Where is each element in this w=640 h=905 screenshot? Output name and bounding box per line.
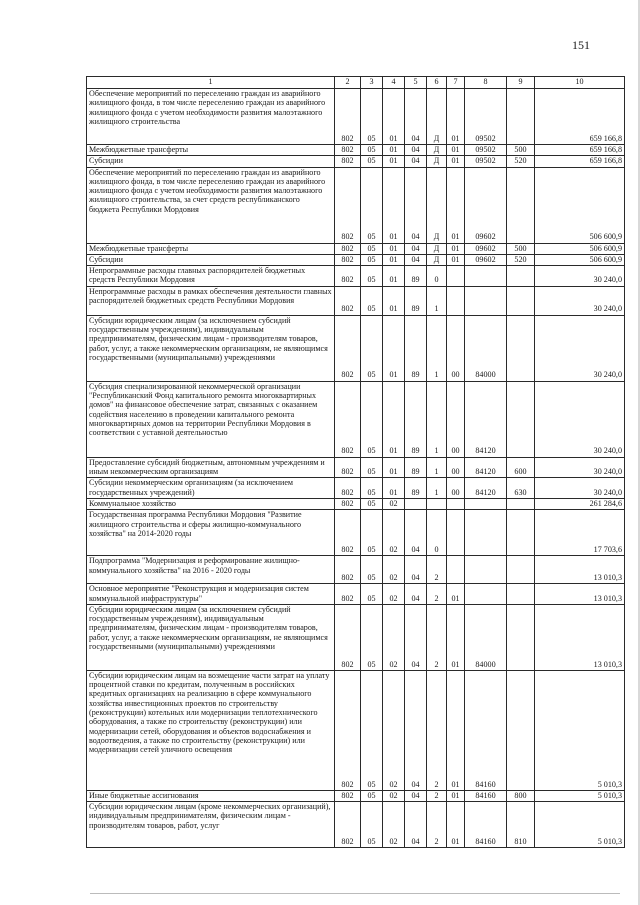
amount-cell: 30 240,0 [535,381,625,457]
amount-cell: 659 166,8 [535,89,625,145]
subsection-cell: 02 [383,802,405,848]
subsection-cell: 01 [383,286,405,315]
subsection-cell: 01 [383,254,405,265]
subsection-cell: 02 [383,670,405,790]
direction-cell [465,556,507,584]
event-cell: 00 [447,315,465,381]
direction-cell: 84000 [465,604,507,670]
table-row [87,556,625,584]
table-row [87,604,625,670]
row-name-cell: Субсидии [87,254,335,265]
amount-cell: 506 600,9 [535,254,625,265]
subprogram-cell: 1 [427,315,447,381]
admin-code-cell: 802 [335,604,361,670]
event-cell: 01 [447,254,465,265]
table-row [87,286,625,315]
table-row [87,254,625,265]
subsection-cell: 02 [383,556,405,584]
event-cell: 01 [447,790,465,801]
expense-type-cell [507,670,535,790]
program-cell: 04 [405,89,427,145]
amount-cell: 30 240,0 [535,266,625,287]
direction-cell [465,266,507,287]
amount-cell: 13 010,3 [535,604,625,670]
amount-cell: 5 010,3 [535,802,625,848]
section-cell: 05 [361,266,383,287]
section-cell: 05 [361,478,383,499]
program-cell: 04 [405,145,427,156]
row-name-cell: Обеспечение мероприятий по переселению граждан из аварийного жилищного фонда, в том числе переселению граждан из аварийного жилищного фонда с учетом необходимости развития малоэтажного жилищного строительства [87,89,335,145]
amount-cell: 261 284,6 [535,498,625,509]
subprogram-cell: 1 [427,457,447,478]
table-row [87,510,625,556]
subsection-cell: 01 [383,381,405,457]
admin-code-cell: 802 [335,89,361,145]
direction-cell: 09502 [465,156,507,167]
expense-type-cell: 600 [507,457,535,478]
direction-cell: 84160 [465,802,507,848]
section-cell: 05 [361,670,383,790]
section-cell: 05 [361,457,383,478]
subprogram-cell: 2 [427,790,447,801]
table-row [87,156,625,167]
section-cell: 05 [361,556,383,584]
admin-code-cell: 802 [335,670,361,790]
subprogram-cell: 1 [427,381,447,457]
table-row [87,315,625,381]
budget-table [86,76,625,848]
event-cell: 01 [447,243,465,254]
admin-code-cell: 802 [335,584,361,605]
section-cell: 05 [361,381,383,457]
amount-cell: 30 240,0 [535,457,625,478]
direction-cell: 09602 [465,167,507,243]
expense-type-cell: 500 [507,145,535,156]
table-row [87,243,625,254]
event-cell: 01 [447,604,465,670]
direction-cell: 09602 [465,243,507,254]
program-cell: 04 [405,802,427,848]
section-cell: 05 [361,604,383,670]
admin-code-cell: 802 [335,145,361,156]
section-cell: 05 [361,584,383,605]
direction-cell: 84000 [465,315,507,381]
section-cell: 05 [361,286,383,315]
row-name-cell: Непрограммные расходы главных распорядителей бюджетных средств Республики Мордовия [87,266,335,287]
subprogram-cell: 2 [427,802,447,848]
row-name-cell: Субсидии юридическим лицам (за исключением субсидий государственным учреждениям), индивидуальным предпринимателям, физическим лицам - производителям товаров, работ, услуг, а также некоммерческим организациям, не являющимся государственными (муниципальными) учреждениями [87,604,335,670]
subsection-cell: 01 [383,478,405,499]
subsection-cell: 02 [383,510,405,556]
amount-cell: 5 010,3 [535,670,625,790]
admin-code-cell: 802 [335,243,361,254]
subsection-cell: 02 [383,790,405,801]
row-name-cell: Предоставление субсидий бюджетным, автономным учреждениям и иным некоммерческим организациям [87,457,335,478]
program-cell: 04 [405,510,427,556]
expense-type-cell: 800 [507,790,535,801]
subprogram-cell: Д [427,89,447,145]
event-cell: 01 [447,156,465,167]
subprogram-cell: 2 [427,670,447,790]
event-cell [447,556,465,584]
expense-type-cell [507,167,535,243]
section-cell: 05 [361,89,383,145]
subprogram-cell: 0 [427,510,447,556]
subsection-cell: 02 [383,584,405,605]
admin-code-cell: 802 [335,802,361,848]
page-number: 151 [572,38,590,52]
subsection-cell: 01 [383,167,405,243]
admin-code-cell: 802 [335,790,361,801]
program-cell: 04 [405,670,427,790]
column-header: 6 [427,77,447,89]
program-cell: 04 [405,243,427,254]
row-name-cell: Субсидии юридическим лицам (кроме некоммерческих организаций), индивидуальным предпринимателям, физическим лицам - производителям товаров, работ, услуг [87,802,335,848]
row-name-cell: Непрограммные расходы в рамках обеспечения деятельности главных распорядителей бюджетных средств Республики Мордовия [87,286,335,315]
event-cell: 01 [447,145,465,156]
table-row [87,89,625,145]
admin-code-cell: 802 [335,315,361,381]
admin-code-cell: 802 [335,478,361,499]
row-name-cell: Коммунальное хозяйство [87,498,335,509]
section-cell: 05 [361,145,383,156]
program-cell: 04 [405,254,427,265]
event-cell: 01 [447,584,465,605]
table-row [87,266,625,287]
amount-cell: 13 010,3 [535,584,625,605]
direction-cell: 09502 [465,145,507,156]
amount-cell: 30 240,0 [535,478,625,499]
amount-cell: 13 010,3 [535,556,625,584]
expense-type-cell [507,498,535,509]
section-cell: 05 [361,790,383,801]
event-cell: 00 [447,457,465,478]
subsection-cell: 01 [383,145,405,156]
program-cell: 89 [405,381,427,457]
direction-cell [465,510,507,556]
page-bottom-rule [90,893,620,894]
expense-type-cell [507,556,535,584]
program-cell: 89 [405,266,427,287]
table-row [87,457,625,478]
section-cell: 05 [361,315,383,381]
column-header: 2 [335,77,361,89]
expense-type-cell [507,381,535,457]
subsection-cell: 01 [383,243,405,254]
admin-code-cell: 802 [335,266,361,287]
program-cell: 04 [405,790,427,801]
row-name-cell: Подпрограмма "Модернизация и реформирование жилищно-коммунального хозяйства" на 2016 - 2020 годы [87,556,335,584]
section-cell: 05 [361,156,383,167]
amount-cell: 659 166,8 [535,156,625,167]
event-cell: 01 [447,89,465,145]
row-name-cell: Субсидии [87,156,335,167]
expense-type-cell [507,510,535,556]
program-cell: 04 [405,604,427,670]
header-row [87,77,625,89]
table-row [87,802,625,848]
subsection-cell: 01 [383,266,405,287]
direction-cell: 84120 [465,457,507,478]
table-row [87,145,625,156]
subsection-cell: 01 [383,89,405,145]
amount-cell: 30 240,0 [535,286,625,315]
direction-cell [465,286,507,315]
row-name-cell: Государственная программа Республики Мордовия "Развитие жилищного строительства и сферы жилищно-коммунального хозяйства" на 2014-2020 годы [87,510,335,556]
table-row [87,381,625,457]
row-name-cell: Субсидия специализированной некоммерческой организации "Республиканский Фонд капитального ремонта многоквартирных домов" на финансовое обеспечение затрат, связанных с оказанием содействия населению в проведении капитального ремонта многоквартирных домов на территории Республики Мордовия в соответствии с уставной деятельностью [87,381,335,457]
event-cell [447,266,465,287]
row-name-cell: Субсидии юридическим лицам (за исключением субсидий государственным учреждениям), индивидуальным предпринимателям, физическим лицам - производителям товаров, работ, услуг, а также некоммерческим организациям, не являющимся государственными (муниципальными) учреждениями [87,315,335,381]
program-cell: 04 [405,167,427,243]
direction-cell: 09502 [465,89,507,145]
direction-cell: 84160 [465,670,507,790]
subprogram-cell: Д [427,243,447,254]
amount-cell: 30 240,0 [535,315,625,381]
section-cell: 05 [361,510,383,556]
event-cell: 00 [447,478,465,499]
column-header: 7 [447,77,465,89]
expense-type-cell [507,286,535,315]
amount-cell: 17 703,6 [535,510,625,556]
subprogram-cell: 2 [427,604,447,670]
expense-type-cell [507,89,535,145]
event-cell: 01 [447,167,465,243]
direction-cell [465,584,507,605]
row-name-cell: Субсидии некоммерческим организациям (за исключением государственных учреждений) [87,478,335,499]
section-cell: 05 [361,802,383,848]
direction-cell: 84160 [465,790,507,801]
program-cell: 89 [405,457,427,478]
subprogram-cell: 0 [427,266,447,287]
column-header: 10 [535,77,625,89]
row-name-cell: Межбюджетные трансферты [87,145,335,156]
admin-code-cell: 802 [335,457,361,478]
expense-type-cell [507,315,535,381]
column-header: 9 [507,77,535,89]
admin-code-cell: 802 [335,167,361,243]
program-cell: 04 [405,584,427,605]
column-header: 3 [361,77,383,89]
program-cell [405,498,427,509]
table-row [87,498,625,509]
column-header: 8 [465,77,507,89]
event-cell: 00 [447,381,465,457]
row-name-cell: Основное мероприятие "Реконструкция и модернизация систем коммунальной инфраструктуры" [87,584,335,605]
direction-cell: 09602 [465,254,507,265]
section-cell: 05 [361,498,383,509]
direction-cell: 84120 [465,381,507,457]
amount-cell: 659 166,8 [535,145,625,156]
program-cell: 04 [405,556,427,584]
subsection-cell: 01 [383,457,405,478]
admin-code-cell: 802 [335,510,361,556]
subprogram-cell: Д [427,167,447,243]
subsection-cell: 01 [383,156,405,167]
admin-code-cell: 802 [335,498,361,509]
subprogram-cell: Д [427,254,447,265]
admin-code-cell: 802 [335,286,361,315]
admin-code-cell: 802 [335,254,361,265]
program-cell: 89 [405,478,427,499]
column-header: 1 [87,77,335,89]
program-cell: 04 [405,156,427,167]
expense-type-cell [507,584,535,605]
expense-type-cell [507,604,535,670]
event-cell [447,286,465,315]
table-row [87,670,625,790]
subsection-cell: 02 [383,604,405,670]
section-cell: 05 [361,254,383,265]
event-cell [447,498,465,509]
expense-type-cell: 810 [507,802,535,848]
subprogram-cell: Д [427,145,447,156]
subprogram-cell: 1 [427,478,447,499]
table-row [87,790,625,801]
section-cell: 05 [361,167,383,243]
amount-cell: 5 010,3 [535,790,625,801]
subprogram-cell: 2 [427,556,447,584]
program-cell: 89 [405,286,427,315]
row-name-cell: Межбюджетные трансферты [87,243,335,254]
table-row [87,478,625,499]
direction-cell [465,498,507,509]
expense-type-cell: 520 [507,156,535,167]
column-header: 5 [405,77,427,89]
row-name-cell: Иные бюджетные ассигнования [87,790,335,801]
row-name-cell: Субсидии юридическим лицам на возмещение части затрат на уплату процентной ставки по кредитам, полученным в российских кредитных организациях на реализацию в сфере коммунального хозяйства инвестиционных проектов по строительству (реконструкции) котельных или модернизации теплотехнического оборудования, а также по строительству (реконструкции) или модернизации сетей, оборудования и объектов водоснабжения и водоотведения, а также по строительству (реконструкции) или модернизации сетей уличного освещения [87,670,335,790]
direction-cell: 84120 [465,478,507,499]
subsection-cell: 01 [383,315,405,381]
amount-cell: 506 600,9 [535,167,625,243]
program-cell: 89 [405,315,427,381]
table-row [87,167,625,243]
subprogram-cell: Д [427,156,447,167]
event-cell [447,510,465,556]
table-row [87,584,625,605]
admin-code-cell: 802 [335,556,361,584]
subprogram-cell: 1 [427,286,447,315]
expense-type-cell: 520 [507,254,535,265]
section-cell: 05 [361,243,383,254]
column-header: 4 [383,77,405,89]
event-cell: 01 [447,670,465,790]
subprogram-cell: 2 [427,584,447,605]
admin-code-cell: 802 [335,381,361,457]
row-name-cell: Обеспечение мероприятий по переселению граждан из аварийного жилищного фонда, в том числе переселению граждан из аварийного жилищного фонда с учетом необходимости развития малоэтажного жилищного строительства, за счет средств республиканского бюджета Республики Мордовия [87,167,335,243]
subprogram-cell [427,498,447,509]
amount-cell: 506 600,9 [535,243,625,254]
expense-type-cell: 500 [507,243,535,254]
subsection-cell: 02 [383,498,405,509]
admin-code-cell: 802 [335,156,361,167]
expense-type-cell: 630 [507,478,535,499]
event-cell: 01 [447,802,465,848]
expense-type-cell [507,266,535,287]
